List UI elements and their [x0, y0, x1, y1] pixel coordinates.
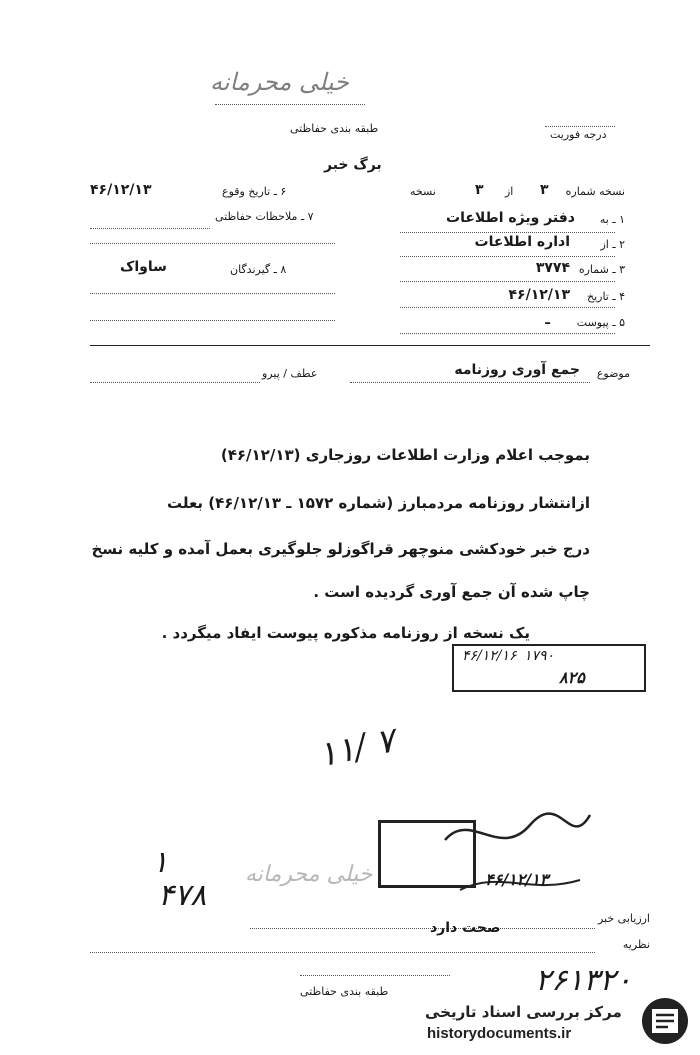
number-value: ۳۷۷۴ [535, 260, 570, 276]
recipients-label: ۸ ـ گیرندگان [230, 263, 287, 276]
body-line-4: چاپ شده آن جمع آوری گردیده است . [313, 583, 590, 601]
document-number: ۲۶۱۳۲۰ [535, 963, 632, 998]
reference-dots [90, 382, 260, 383]
evaluation-label: ارزیابی خبر [597, 912, 650, 925]
header-separator [90, 345, 650, 346]
body-line-1: بموجب اعلام وزارت اطلاعات روزجاری (۴۶/۱۲/۱۳) [220, 446, 590, 464]
to-value: دفتر ویژه اطلاعات [446, 210, 575, 226]
date-label: ۴ ـ تاریخ [586, 290, 625, 303]
number-label: ۳ ـ شماره [578, 263, 625, 276]
from-value: اداره اطلاعات [474, 234, 570, 250]
body-line-2: ازانتشار روزنامه مردمبارز (شماره ۱۵۷۲ ـ ۴۶/۱۲/۱۳) بعلت [166, 494, 590, 512]
form-title: برگ خبر [324, 157, 382, 173]
copy-number-label: نسخه شماره [565, 185, 625, 198]
copy-label: نسخه [410, 185, 436, 198]
to-label: ۱ ـ به [599, 213, 625, 226]
priority-dots [545, 126, 615, 127]
watermark-logo-icon [640, 995, 690, 1047]
occurrence-date-value: ۴۶/۱۲/۱۳ [90, 182, 152, 198]
handwritten-number-top: ۱ [152, 845, 169, 880]
opinion-dots [90, 952, 595, 953]
number-dots [400, 281, 615, 282]
evaluation-value: صحت دارد [430, 920, 501, 936]
signature-scribble [440, 800, 600, 910]
priority-label: درجه فوریت [550, 128, 607, 141]
receipt-stamp-ref: ۸۲۵ [559, 668, 585, 687]
date-value: ۴۶/۱۲/۱۳ [508, 287, 570, 303]
body-line-3: درج خبر خودکشی منوچهر قراگوزلو جلوگیری بعمل آمده و کلیه نسخ [91, 540, 590, 558]
security-notes-label: ۷ ـ ملاحظات حفاظتی [215, 210, 314, 223]
from-label: ۲ ـ از [600, 238, 625, 251]
copy-of-value: ۳ [475, 182, 484, 198]
attachment-value: ـ [545, 312, 550, 328]
security-notes-dots [90, 228, 210, 229]
classification-dots [215, 104, 365, 105]
date-dots [400, 307, 615, 308]
footer-dots [300, 975, 450, 976]
classification-label: طبقه بندی حفاظتی [290, 122, 379, 135]
watermark [425, 995, 695, 1050]
handwritten-classification: خیلی محرمانه [210, 68, 349, 96]
watermark-text: مرکز بررسی اسناد تاریخی [425, 1003, 622, 1021]
recipients-dots-2 [90, 320, 335, 321]
occurrence-date-label: ۶ ـ تاریخ وقوع [222, 185, 287, 198]
reference-label: عطف / پیرو [262, 367, 318, 380]
opinion-label: نظریه [622, 938, 650, 951]
attachment-dots [400, 333, 615, 334]
watermark-url: historydocuments.ir [427, 1025, 572, 1042]
handwritten-initials: ۱۱/ ۷ [314, 720, 399, 776]
evaluation-dots [250, 928, 595, 929]
copy-of-label: از [505, 185, 514, 198]
copy-number-value: ۳ [540, 182, 549, 198]
recipients-dots-1 [90, 293, 335, 294]
subject-value: جمع آوری روزنامه [454, 362, 580, 378]
receipt-stamp [452, 644, 646, 692]
subject-dots [350, 382, 590, 383]
handwritten-date: ۴۶/۱۲/۱۳ [485, 870, 549, 889]
receipt-stamp-date: ۴۶/۱۲/۱۶ [462, 648, 517, 664]
handwritten-smudge: خیلی محرمانه [245, 862, 373, 887]
security-notes-dots-2 [90, 243, 335, 244]
recipients-value: ساواک [120, 259, 167, 275]
to-dots [400, 232, 615, 233]
body-line-5: یک نسخه از روزنامه مذکوره پیوست ایفاد میگردد . [161, 624, 530, 642]
footer-classification: طبقه بندی حفاظتی [300, 985, 389, 998]
from-dots [400, 256, 615, 257]
handwritten-number: ۴۷۸ [158, 878, 207, 913]
subject-label: موضوع [596, 367, 630, 380]
receipt-stamp-number: ۱۷۹۰ [524, 648, 555, 664]
attachment-label: ۵ ـ پیوست [576, 316, 625, 329]
